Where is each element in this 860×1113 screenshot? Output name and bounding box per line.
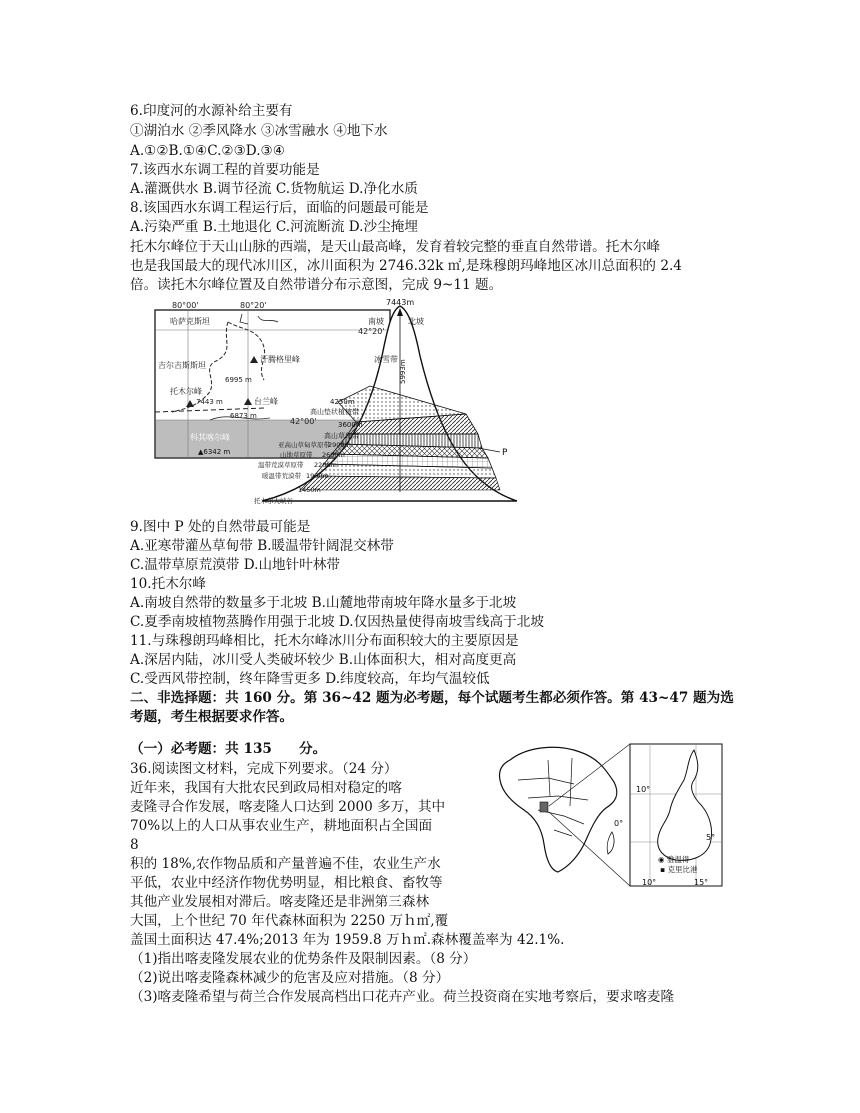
map1-lon1: 80°00' <box>172 301 199 310</box>
q11-stem: 11.与珠穆朗玛峰相比，托木尔峰冰川分布面积较大的主要原因是 <box>130 633 519 649</box>
q8-options: A.污染严重 B.土地退化 C.河流断流 D.沙尘掩埋 <box>130 219 418 235</box>
q6-options: A.①②B.①④C.②③D.③④ <box>130 143 285 159</box>
map2-lon15: 15° <box>694 878 709 887</box>
profile-elev-6: 1900m <box>306 472 329 480</box>
q36-paragraph-line-9: 盖国土面积达 47.4%;2013 年为 1959.8 万ｈ㎡.森林覆盖率为 42.1%. <box>130 932 565 948</box>
profile-relief: 5993m <box>399 359 407 384</box>
q36-paragraph-line-8: 大国，上个世纪 70 年代森林面积为 2250 万ｈ㎡,覆 <box>130 913 449 929</box>
profile-p-label: P <box>502 448 508 458</box>
q36-paragraph-line-2: 麦隆寻合作发展，喀麦隆人口达到 2000 多万，其中 <box>130 799 446 815</box>
q36-paragraph-line-1: 近年来，我国有大批农民到政局相对稳定的喀 <box>130 780 402 796</box>
q36-paragraph-line-4: 8 <box>130 837 139 853</box>
q6-items: ①湖泊水 ②季风降水 ③冰雪融水 ④地下水 <box>130 123 388 139</box>
q9-stem: 9.图中 P 处的自然带最可能是 <box>130 519 311 535</box>
vertical-zone-profile <box>252 296 522 515</box>
profile-zone-4: 山地草原带 <box>280 451 313 459</box>
map1-tailan-elev: 6873 m <box>230 412 257 420</box>
passage-line-3: 倍。读托木尔峰位置及自然带谱分布示意图，完成 9~11 题。 <box>130 277 503 293</box>
q36-paragraph-line-3: 70%以上的人口从事农业生产，耕地面积占全国面 <box>130 818 433 834</box>
q9-options-ab: A.亚寒带灌丛草甸带 B.暖温带针阔混交林带 <box>130 538 394 554</box>
passage-line-2: 也是我国最大的现代冰川区，冰川面积为 2746.32k ㎡,是珠穆朗玛峰地区冰川总面积的 2.4 <box>130 258 682 274</box>
map1-kyrgyzstan: 吉尔吉斯斯坦 <box>158 361 206 370</box>
profile-zone-6: 暖温带荒漠带 <box>262 472 301 480</box>
profile-elev-2: 3600m <box>338 421 363 429</box>
map1-tomur-elev: 7443 m <box>196 398 223 406</box>
profile-zone-5: 温带荒漠草原带 <box>258 461 304 469</box>
q36-paragraph-line-6: 平低，农业中经济作物优势明显，相比粮食、畜牧等 <box>130 875 443 891</box>
q36-paragraph-line-5: 积的 18%,农作物品质和产量普遍不佳，农业生产水 <box>130 856 441 872</box>
profile-elev-1: 4250m <box>330 398 355 406</box>
profile-elev-3: 2900m <box>328 441 351 449</box>
map1-keqi-elev: ▲6342 m <box>198 448 231 456</box>
required-questions-heading: （一）必考题：共 135 分。 <box>130 741 327 757</box>
map1-keqi: 科其喀尔峰 <box>190 433 230 442</box>
profile-zone-2: 高山草甸带 <box>324 432 359 440</box>
map2-lat5: 5° <box>706 833 716 842</box>
profile-south-slope: 南坡 <box>368 317 384 326</box>
q8-stem: 8.该国西水东调工程运行后，面临的问题最可能是 <box>130 200 429 216</box>
map1-lat2: 42°00' <box>290 417 317 426</box>
q7-stem: 7.该西水东调工程的首要功能是 <box>130 162 320 178</box>
profile-elev-7: 1450m <box>298 486 321 494</box>
q6-stem: 6.印度河的水源补给主要有 <box>130 103 293 119</box>
profile-ice-zone: 冰雪带 <box>374 355 398 364</box>
q9-options-cd: C.温带草原荒漠带 D.山地针叶林带 <box>130 557 341 573</box>
q36-subquestion-3: （3)喀麦隆希望与荷兰合作发展高档出口花卉产业。荷兰投资商在实地考察后，要求喀麦隆 <box>130 989 675 1005</box>
map1-khan-tengri: 汗腾格里峰 <box>260 355 300 364</box>
q10-stem: 10.托木尔峰 <box>130 576 206 592</box>
map1-tomur: 托木尔峰 <box>170 387 202 396</box>
q36-stem: 36.阅读图文材料，完成下列要求。（24 分） <box>130 761 398 777</box>
africa-cameroon-map <box>488 740 728 894</box>
map1-kazakhstan: 哈萨克斯坦 <box>170 317 210 326</box>
map2-lat10: 10° <box>636 785 651 794</box>
q36-subquestion-1: （1)指出喀麦隆发展农业的优势条件及限制因素。（8 分） <box>130 951 477 967</box>
q10-options-cd: C.夏季南坡植物蒸腾作用强于北坡 D.仅因热量使得南坡雪线高于北坡 <box>130 614 544 630</box>
q36-subquestion-2: （2)说出喀麦隆森林减少的危害及应对措施。（8 分） <box>130 970 450 986</box>
profile-zone-7: 托木尔大峡谷 <box>254 497 293 505</box>
map1-khan-tengri-elev: 6995 m <box>225 376 252 384</box>
passage-line-1: 托木尔峰位于天山山脉的西端，是天山最高峰，发育着较完整的垂直自然带谱。托木尔峰 <box>130 239 661 255</box>
profile-peak-elev: 7443m <box>386 298 415 307</box>
profile-zone-3: 亚高山草甸草原带 <box>278 441 330 449</box>
section2-heading-line-1: 二、非选择题：共 160 分。第 36~42 题为必考题，每个试题考生都必须作答。第 43~47 题为选 <box>130 690 734 706</box>
map2-port: ▪ 克里比港 <box>660 865 698 874</box>
q11-options-cd: C.受西风带控制，终年降雪更多 D.纬度较高，年均气温较低 <box>130 671 490 687</box>
profile-zone-1: 高山垫状植被带 <box>310 408 359 416</box>
map2-capital: ◉ 雅温得 <box>658 855 690 864</box>
map1-lon2: 80°20' <box>240 301 267 310</box>
q7-options: A.灌溉供水 B.调节径流 C.货物航运 D.净化水质 <box>130 181 418 197</box>
map2-lon10: 10° <box>642 878 657 887</box>
profile-north-slope: 北坡 <box>408 317 424 326</box>
q10-options-ab: A.南坡自然带的数量多于北坡 B.山麓地带南坡年降水量多于北坡 <box>130 595 517 611</box>
q36-paragraph-line-7: 其他产业发展相对滞后。喀麦隆还是非洲第三森林 <box>130 894 430 910</box>
section2-heading-line-2: 考题，考生根据要求作答。 <box>130 709 294 725</box>
map1-lat1: 42°20' <box>358 327 385 336</box>
profile-elev-4: 2600m <box>322 451 345 459</box>
profile-elev-5: 2200m <box>314 461 337 469</box>
map1-tailan: 台兰峰 <box>254 397 278 406</box>
map2-lat0: 0° <box>614 819 624 828</box>
q11-options-ab: A.深居内陆，冰川受人类破坏较少 B.山体面积大，相对高度更高 <box>130 652 517 668</box>
